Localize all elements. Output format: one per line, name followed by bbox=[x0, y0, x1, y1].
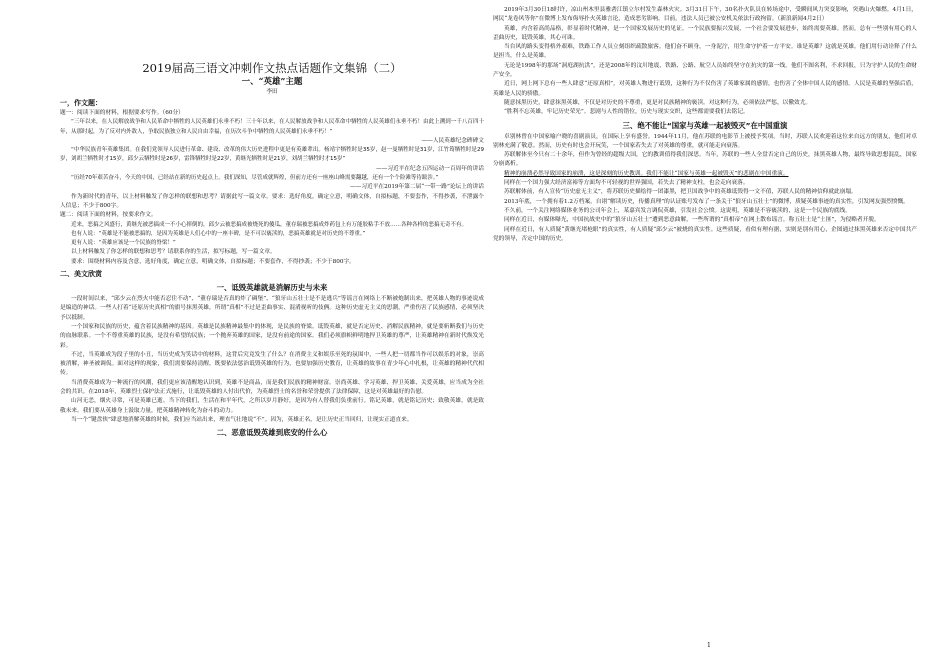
article-2-title: 二、恶意诋毁英雄到底安的什么心 bbox=[216, 428, 328, 438]
q1-source-1: ——人民英雄纪念碑碑文 bbox=[421, 137, 484, 144]
q1-quote: “三年以来，在人民解放战争和人民革命中牺牲的人民英雄们永垂不朽！三十年以来，在人民解放战争和人民革命中牺牲的人民英雄们永垂不朽！由此上溯到一千八百四十年，从那时起，为了反对内外敌人，争取民族独立和人民自由幸福，在历次斗争中牺牲的人民英雄们永垂不朽！” bbox=[60, 119, 484, 135]
q2-text-3: 更有人说：“英雄应该是一个民族的脊梁！” bbox=[71, 240, 176, 247]
article-2-para: 近日，网上网下总有一些人肆意“还原真相”，对英雄人物进行诋毁，这种行为不仅伤害了英雄家属的感情，也伤害了全体中国人民的感情。人民是英雄的坚强后盾，英雄是人民的骄傲。 bbox=[493, 81, 917, 97]
article-1-para: 当一个“键盘侠”肆意地消解英雄的时候，我们应当站出来，理直气壮地说“不”。因为，英雄正名，是让历史正当回归，让现实正道直来。 bbox=[71, 416, 413, 423]
q1-task: 作为新时代的青年，以上材料触发了你怎样的联想和思考？请据此写一篇文章。要求：选好角度，确定立意，明确文体，自拟标题，不要套作，不得抄袭，不泄露个人信息；不少于800字。 bbox=[60, 193, 484, 209]
article-3-para: 同样在一个国力强大经济富裕等方面均不可轻视的世界强国，若失去了精神支柱，也会走向衰落。 bbox=[504, 180, 749, 187]
heading-tasks: 一，作文题： bbox=[60, 99, 102, 107]
article-1-para: 山河无恙，烟火寻常，可是英雄已逝。当下的我们，生活在和平年代，之所以岁月静好，是因为有人替我们负重前行。铭记英雄，就是铭记历史；致敬英雄，就是致敬未来。我们要从英雄身上汲取力量，把英雄精神转化为奋斗的动力。 bbox=[60, 398, 484, 414]
article-3-para: 同样在近日，有人质疑“黄继光堵枪眼”的真实性，有人质疑“邱少云”被烧的真实性。这些质疑，看似有理有据，实则是别有用心，企图通过抹黑英雄来否定中国共产党的领导，否定中国的历史。 bbox=[493, 226, 917, 242]
article-1-title: 一、诋毁英雄就是消解历史与未来 bbox=[216, 283, 328, 293]
article-2-para: 随意抹黑历史，肆意抹黑英雄，不仅是对历史的不尊重，更是对民族精神的亵渎。对这种行为，必须依法严惩，以儆效尤。 bbox=[504, 99, 812, 106]
q1-source-3: ——习近平在2019年第二届“一带一路”论坛上的讲话 bbox=[349, 184, 484, 191]
q1-source-2: ——习近平在纪念五四运动一百周年的讲话 bbox=[375, 165, 484, 172]
q2-text-1: 近来，恶搞之风盛行，黄继光被恶搞成一不小心摔倒的，邱少云被恶搞成被烧死的傻瓜，董存瑞被恶搞成炸药包上有万能胶粘手不放……各种各样的恶搞无奇不有。 bbox=[71, 221, 468, 228]
section-title-hero: 一、“英雄”主题 bbox=[241, 77, 303, 87]
left-column bbox=[60, 6, 484, 638]
q1-list: “中华民族青年英雄集团。在我们党领导人民进行革命、建设、改革的伟大历史进程中更是有英雄辈出。杨靖宇牺牲时是35岁，赵一曼牺牲时是31岁，江竹筠牺牲时是29岁，刘胡兰牺牲时才15岁，邱少云牺牲时是26岁，雷锋牺牲时是22岁，黄继光牺牲时是21岁，刘胡兰牺牲时才15岁” bbox=[60, 147, 484, 163]
author-name: 李田 bbox=[266, 89, 278, 95]
article-3-para: 卓别林曾在中国家喻户晓的喜剧演员，在国际上享有盛誉。1944年11月，他在苏联的电影节上被授予奖项。当时，苏联人民欢迎着这位来自远方的朋友，他们对卓别林充满了敬意。然而，历史有时也会开玩笑，一个国家若失去了对英雄的尊重，就可能走向衰落。 bbox=[493, 133, 917, 149]
article-1-para: 当消费英雄成为一种流行的风潮，我们更应该清醒地认识到，英雄不是商品，而是我们民族的精神财富。崇尚英雄、学习英雄、捍卫英雄、关爱英雄，应当成为全社会的共识。在2018年，英雄烈士保护法正式施行，让诋毁英雄的人付出代价，为英雄烈士的名誉和荣誉提供了法律保障，这是对英雄最好的告慰。 bbox=[60, 379, 484, 396]
right-column bbox=[493, 6, 917, 638]
article-2-para: “胜利不忘英雄，牢记历史荣光”。悲剧与人性的错位，历史与现实交织，这些都需要我们去铭记。 bbox=[504, 109, 749, 116]
article-2-para: 无论是1998年的那场“洞庭湖抗洪”，还是2008年的汶川地震，铁路、公路、航空人员始终坚守在抗灾的第一线。他们不图名利，不求回报，只为守护人民的生命财产安全。 bbox=[493, 62, 917, 79]
article-2-para: 2019年3月30日18时许，凉山州木里县雅砻江镇立尔村发生森林火灾。3月31日下午，30名扑火队员在转场途中，受瞬间风力突变影响，突遇山火爆燃。4月1日，网民“龙卷风等你”在微博上发布侮辱扑火英雄言论，造成恶劣影响。目前，违法人员已被公安机关依法行政拘留。（新浪新闻4月2日） bbox=[493, 7, 917, 23]
article-2-para: 当台风的路头变得格外艰难，铁路工作人员立刻组织疏散旅客。他们奋不顾身，一身泥泞，用生命守护着一方平安。谁是英雄？这就是英雄。他们用行动诠释了什么是担当，什么是英雄。 bbox=[493, 44, 917, 60]
article-1-para: 一个国家和民族的历史，蕴含着民族精神的基因。英雄是民族精神最集中的体现，是民族的脊梁。诋毁英雄，就是否定历史、消解民族精神，就是要斩断我们与历史的血脉联系。一个不尊重英雄的民族，是没有希望的民族；一个抛弃英雄的国家，是没有前途的国家。我们必须旗帜鲜明地捍卫英雄的尊严，让英雄精神在新时代焕发光彩。 bbox=[60, 323, 484, 349]
q2-intro: 题二：阅读下面的材料，按要求作文。 bbox=[60, 212, 157, 219]
q2-text-2: 也有人说：“英雄是不能被恶搞的，是因为英雄是人们心中的一座丰碑，是不可以亵渎的，恶搞英雄就是对历史的不尊重。” bbox=[71, 230, 366, 237]
article-1-para: 一段时间以来，“邱少云在烈火中能否忍住不动”、“董存瑞是否真的炸了碉堡”、“狼牙山五壮士是不是逃兵”等谣言在网络上不断被炮制出来，把英雄人物的事迹说成是编造的神话。一些人打着“还原历史真相”的旗号抹黑英雄，所谓“真相”不过是歪曲事实、混淆视听的伎俩。这种历史虚无主义的思潮，严重伤害了民族感情，必须坚决予以抵制。 bbox=[60, 296, 484, 321]
q2-requirements: 要求：围绕材料内容及含意，选好角度，确定立意，明确文体，自拟标题；不要套作，不得抄袭；不少于800字。 bbox=[71, 258, 355, 265]
article-1-para: 不过，当英雄成为段子里的小丑，当历史成为笑话中的材料，这背后究竟发生了什么？在消费主义和娱乐至死的氛围中，一些人把一切都当作可以娱乐的对象，崇高被消解，神圣被调侃。面对这样的现象，我们需要保持清醒，既要依法惩治诋毁英雄的行为，也要加强历史教育，让英雄的故事在青少年心中扎根，让英雄的精神代代相传。 bbox=[60, 351, 484, 377]
article-3-para: 精神的崩溃必然导致国家的崩溃，这是深刻的历史教训。我们不能让“国家与英雄一起被毁灭”的悲剧在中国重演。 bbox=[504, 170, 789, 177]
q1-intro: 题一：阅读下面的材料，根据要求写作。（60分） bbox=[60, 110, 184, 116]
article-3-para: 苏联解体至今只有二十余年，但作为曾经的超级大国，它的教训值得我们深思。当年，苏联的一些人全盘否定自己的历史，抹黑英雄人物，最终导致思想混乱，国家分崩离析。 bbox=[493, 152, 917, 168]
article-3-para: 2013年底，一个拥有着1.2万档案，自诩“解读历史，传播真理”的认证账号发布了一条关于“狼牙山五壮士”的微博，质疑英雄事迹的真实性，引发网友强烈愤慨。 bbox=[504, 198, 909, 205]
q1-quote-2: “历经70年艰苦奋斗，今天的中国，已经站在新的历史起点上。我们深知，尽管成就辉煌，但前方还有一座座山峰需要翻越，还有一个个险滩等待跋涉。” bbox=[71, 175, 439, 182]
article-3-para: 苏联解体前，有人宣传“历史虚无主义”，将苏联历史描绘得一团漆黑，把卫国战争中的英雄诋毁得一文不值，苏联人民的精神信仰就此崩塌。 bbox=[504, 189, 857, 196]
q2-task: 以上材料触发了你怎样的联想和思考？请联系你的生活，拟写标题，写一篇文章。 bbox=[71, 249, 276, 256]
article-3-para: 同样在近日，有媒体曝光，中国抗战史中的“狼牙山五壮士”遭到恶意曲解，一些所谓的“真相帝”在网上散布谣言，称五壮士是“土匪”，为侵略者开脱。 bbox=[504, 217, 880, 224]
heading-readings: 二、美文欣赏 bbox=[60, 270, 102, 279]
page-number: 1 bbox=[707, 642, 711, 649]
article-3-title: 三、绝不能让“国家与英雄一起被毁灭”在中国重演 bbox=[622, 120, 788, 130]
article-2-para: 英雄，内含着高尚品格，彰显着时代精神，是一个国家发展历史的见证。一个民族要振兴发展，一个社会要发展进步，始终需要英雄。然而，总有一些别有用心的人歪曲历史，诋毁英雄，其心可诛。 bbox=[493, 25, 917, 41]
page-title: 2019届高三语文冲刺作文热点话题作文集锦（二） bbox=[142, 61, 402, 75]
article-3-para: 不久前，一个关注网络媒体业务的公司年会上，某嘉宾发言调侃英雄，引发社会公愤。这说明，英雄是不容亵渎的，这是一个民族的底线。 bbox=[504, 207, 851, 214]
